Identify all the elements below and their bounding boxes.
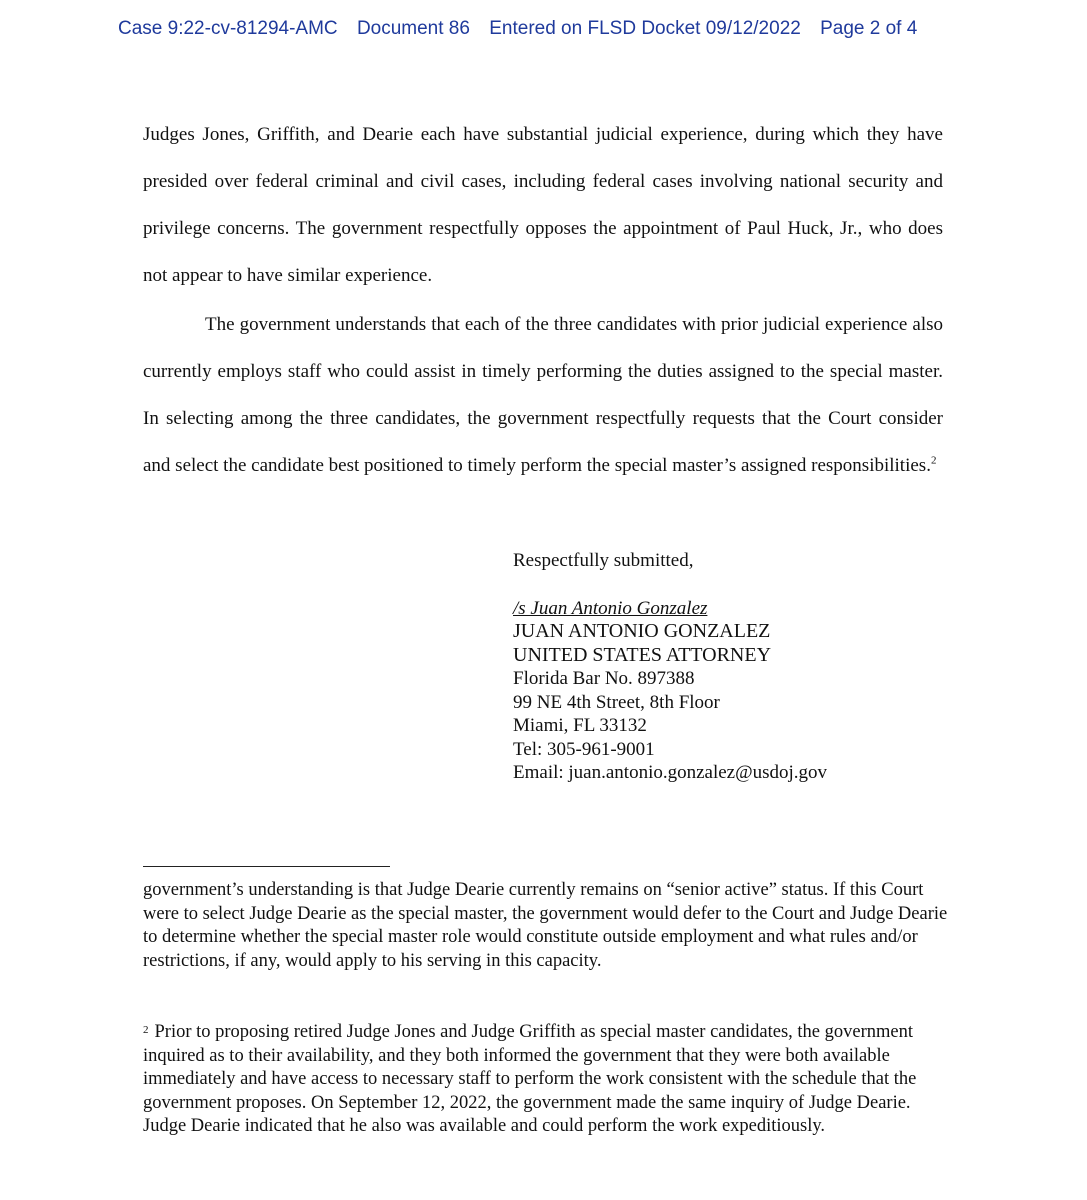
body-paragraph-2-text: The government understands that each of the three candidates with prior judicial experience also currently employs staff who could assist in timely performing the duties assigned to the special master. In selecting among the three candidates, the government respectfully requests that the Court consider and select the candidate best positioned to timely perform the special master’s assigned responsibilities. — [143, 314, 943, 476]
address-line-1: 99 NE 4th Street, 8th Floor — [513, 691, 720, 713]
attorney-title: UNITED STATES ATTORNEY — [513, 643, 772, 666]
address-line-2: Miami, FL 33132 — [513, 715, 647, 736]
footnote-2-text: Prior to proposing retired Judge Jones and Judge Griffith as special master candidates, the government inquired as to their availability, and they both informed the government that they were both available immediately and have access to necessary staff to perform the work consistent with the schedule that the government proposes. On September 12, 2022, the government made the same inquiry of Judge Dearie. Judge Dearie indicated that he also was available and could perform the work expeditiously. — [143, 1022, 917, 1136]
closing: Respectfully submitted, — [513, 550, 694, 571]
footnote-2-marker: 2 — [143, 1024, 149, 1036]
docket-entry-date: Entered on FLSD Docket 09/12/2022 — [489, 18, 801, 39]
footnote-2 — [143, 1021, 948, 1139]
footnote-1-continued: government’s understanding is that Judge Dearie currently remains on “senior active” status. If this Court were to select Judge Dearie as the special master, the government would defer to the Court and Judge Dearie to determine whether the special master role would constitute outside employment and what rules and/or restrictions, if any, would apply to his serving in this capacity. — [143, 880, 948, 971]
body-paragraph-2 — [143, 301, 943, 489]
document-number: Document 86 — [356, 18, 470, 39]
email: Email: juan.antonio.gonzalez@usdoj.gov — [513, 762, 828, 783]
docket-header — [118, 18, 1018, 40]
body-paragraph-1: Judges Jones, Griffith, and Dearie each have substantial judicial experience, during which they have presided over federal criminal and civil cases, including federal cases involving national security and privilege concerns. The government respectfully opposes the appointment of Paul Huck, Jr., who does not appear to have similar experience. — [143, 124, 943, 286]
electronic-signature: /s Juan Antonio Gonzalez — [513, 598, 708, 619]
bar-number: Florida Bar No. 897388 — [513, 668, 695, 689]
signature-block — [513, 545, 1013, 785]
footnote-divider — [143, 866, 390, 867]
telephone: Tel: 305-961-9001 — [513, 738, 655, 760]
footnote-ref-2: 2 — [930, 454, 937, 467]
attorney-name: JUAN ANTONIO GONZALEZ — [513, 620, 771, 642]
page-number: Page 2 of 4 — [820, 18, 918, 39]
case-number: Case 9:22-cv-81294-AMC — [118, 18, 338, 39]
